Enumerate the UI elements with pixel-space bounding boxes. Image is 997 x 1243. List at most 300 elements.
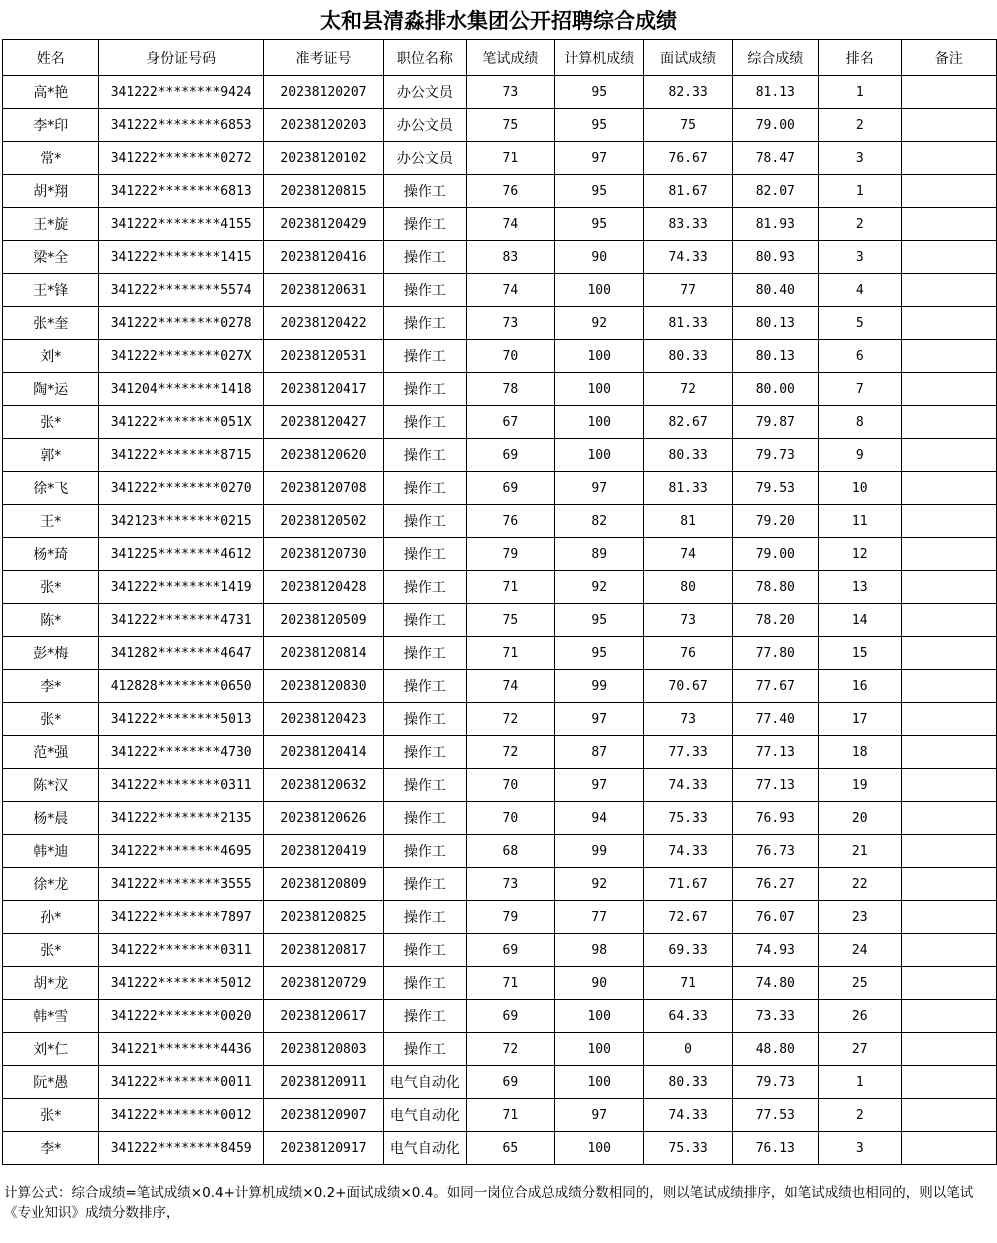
written-score-cell: 69 — [466, 1066, 554, 1099]
exam-number-cell: 20238120422 — [263, 307, 383, 340]
total-score-cell: 79.87 — [732, 406, 818, 439]
exam-number-cell: 20238120907 — [263, 1099, 383, 1132]
remarks-cell — [901, 274, 996, 307]
computer-score-cell: 97 — [554, 472, 644, 505]
name-cell: 徐*龙 — [3, 868, 99, 901]
total-score-cell: 82.07 — [732, 175, 818, 208]
written-score-cell: 74 — [466, 670, 554, 703]
remarks-cell — [901, 439, 996, 472]
position-cell: 操作工 — [384, 472, 467, 505]
id-number-cell: 342123********0215 — [99, 505, 263, 538]
name-cell: 杨*晨 — [3, 802, 99, 835]
position-cell: 电气自动化 — [384, 1099, 467, 1132]
rank-cell: 12 — [818, 538, 901, 571]
header-total-score: 综合成绩 — [732, 40, 818, 76]
header-exam-number: 准考证号 — [263, 40, 383, 76]
position-cell: 操作工 — [384, 208, 467, 241]
rank-cell: 15 — [818, 637, 901, 670]
interview-score-cell: 81.67 — [644, 175, 732, 208]
total-score-cell: 77.13 — [732, 736, 818, 769]
total-score-cell: 76.27 — [732, 868, 818, 901]
name-cell: 孙* — [3, 901, 99, 934]
written-score-cell: 69 — [466, 1000, 554, 1033]
header-name: 姓名 — [3, 40, 99, 76]
id-number-cell: 341222********1415 — [99, 241, 263, 274]
table-row — [3, 373, 997, 406]
rank-cell: 19 — [818, 769, 901, 802]
remarks-cell — [901, 208, 996, 241]
remarks-cell — [901, 340, 996, 373]
position-cell: 操作工 — [384, 868, 467, 901]
interview-score-cell: 80.33 — [644, 1066, 732, 1099]
position-cell: 操作工 — [384, 571, 467, 604]
id-number-cell: 341282********4647 — [99, 637, 263, 670]
written-score-cell: 74 — [466, 208, 554, 241]
table-row — [3, 406, 997, 439]
id-number-cell: 341222********8459 — [99, 1132, 263, 1165]
name-cell: 刘*仁 — [3, 1033, 99, 1066]
id-number-cell: 341222********0311 — [99, 769, 263, 802]
header-position: 职位名称 — [384, 40, 467, 76]
interview-score-cell: 72 — [644, 373, 732, 406]
remarks-cell — [901, 934, 996, 967]
table-row — [3, 1000, 997, 1033]
computer-score-cell: 97 — [554, 769, 644, 802]
exam-number-cell: 20238120428 — [263, 571, 383, 604]
id-number-cell: 412828********0650 — [99, 670, 263, 703]
header-id-number: 身份证号码 — [99, 40, 263, 76]
rank-cell: 3 — [818, 142, 901, 175]
id-number-cell: 341204********1418 — [99, 373, 263, 406]
rank-cell: 5 — [818, 307, 901, 340]
position-cell: 操作工 — [384, 901, 467, 934]
exam-number-cell: 20238120825 — [263, 901, 383, 934]
id-number-cell: 341222********9424 — [99, 76, 263, 109]
table-row — [3, 340, 997, 373]
header-written-score: 笔试成绩 — [466, 40, 554, 76]
position-cell: 操作工 — [384, 604, 467, 637]
rank-cell: 2 — [818, 1099, 901, 1132]
rank-cell: 24 — [818, 934, 901, 967]
written-score-cell: 65 — [466, 1132, 554, 1165]
exam-number-cell: 20238120102 — [263, 142, 383, 175]
id-number-cell: 341222********3555 — [99, 868, 263, 901]
remarks-cell — [901, 142, 996, 175]
interview-score-cell: 71.67 — [644, 868, 732, 901]
rank-cell: 27 — [818, 1033, 901, 1066]
name-cell: 韩*迪 — [3, 835, 99, 868]
computer-score-cell: 95 — [554, 637, 644, 670]
table-row — [3, 241, 997, 274]
total-score-cell: 79.20 — [732, 505, 818, 538]
id-number-cell: 341222********051X — [99, 406, 263, 439]
total-score-cell: 77.13 — [732, 769, 818, 802]
exam-number-cell: 20238120617 — [263, 1000, 383, 1033]
computer-score-cell: 92 — [554, 868, 644, 901]
written-score-cell: 72 — [466, 1033, 554, 1066]
table-row — [3, 472, 997, 505]
written-score-cell: 71 — [466, 571, 554, 604]
remarks-cell — [901, 406, 996, 439]
exam-number-cell: 20238120803 — [263, 1033, 383, 1066]
position-cell: 电气自动化 — [384, 1132, 467, 1165]
rank-cell: 1 — [818, 1066, 901, 1099]
position-cell: 办公文员 — [384, 142, 467, 175]
name-cell: 张*奎 — [3, 307, 99, 340]
exam-number-cell: 20238120917 — [263, 1132, 383, 1165]
id-number-cell: 341225********4612 — [99, 538, 263, 571]
remarks-cell — [901, 901, 996, 934]
position-cell: 操作工 — [384, 637, 467, 670]
computer-score-cell: 97 — [554, 1099, 644, 1132]
remarks-cell — [901, 1000, 996, 1033]
written-score-cell: 73 — [466, 76, 554, 109]
computer-score-cell: 100 — [554, 1033, 644, 1066]
position-cell: 操作工 — [384, 967, 467, 1000]
table-row — [3, 637, 997, 670]
table-row — [3, 439, 997, 472]
total-score-cell: 74.80 — [732, 967, 818, 1000]
table-row — [3, 604, 997, 637]
interview-score-cell: 80 — [644, 571, 732, 604]
interview-score-cell: 74.33 — [644, 769, 732, 802]
interview-score-cell: 77.33 — [644, 736, 732, 769]
interview-score-cell: 71 — [644, 967, 732, 1000]
name-cell: 高*艳 — [3, 76, 99, 109]
rank-cell: 20 — [818, 802, 901, 835]
remarks-cell — [901, 670, 996, 703]
total-score-cell: 78.80 — [732, 571, 818, 604]
exam-number-cell: 20238120809 — [263, 868, 383, 901]
table-row — [3, 769, 997, 802]
interview-score-cell: 73 — [644, 604, 732, 637]
remarks-cell — [901, 109, 996, 142]
remarks-cell — [901, 637, 996, 670]
position-cell: 操作工 — [384, 769, 467, 802]
name-cell: 王*旋 — [3, 208, 99, 241]
table-row — [3, 1132, 997, 1165]
exam-number-cell: 20238120423 — [263, 703, 383, 736]
interview-score-cell: 74 — [644, 538, 732, 571]
exam-number-cell: 20238120203 — [263, 109, 383, 142]
remarks-cell — [901, 241, 996, 274]
exam-number-cell: 20238120502 — [263, 505, 383, 538]
position-cell: 操作工 — [384, 505, 467, 538]
rank-cell: 13 — [818, 571, 901, 604]
name-cell: 张* — [3, 934, 99, 967]
computer-score-cell: 77 — [554, 901, 644, 934]
computer-score-cell: 95 — [554, 109, 644, 142]
total-score-cell: 80.40 — [732, 274, 818, 307]
interview-score-cell: 74.33 — [644, 241, 732, 274]
remarks-cell — [901, 736, 996, 769]
rank-cell: 16 — [818, 670, 901, 703]
computer-score-cell: 92 — [554, 307, 644, 340]
name-cell: 梁*全 — [3, 241, 99, 274]
computer-score-cell: 100 — [554, 340, 644, 373]
id-number-cell: 341222********0272 — [99, 142, 263, 175]
rank-cell: 2 — [818, 208, 901, 241]
exam-number-cell: 20238120814 — [263, 637, 383, 670]
total-score-cell: 80.13 — [732, 340, 818, 373]
remarks-cell — [901, 802, 996, 835]
written-score-cell: 75 — [466, 109, 554, 142]
id-number-cell: 341222********0311 — [99, 934, 263, 967]
table-row — [3, 703, 997, 736]
computer-score-cell: 90 — [554, 241, 644, 274]
interview-score-cell: 76.67 — [644, 142, 732, 175]
rank-cell: 11 — [818, 505, 901, 538]
written-score-cell: 71 — [466, 967, 554, 1000]
computer-score-cell: 100 — [554, 1066, 644, 1099]
interview-score-cell: 81 — [644, 505, 732, 538]
written-score-cell: 71 — [466, 637, 554, 670]
name-cell: 陈*汉 — [3, 769, 99, 802]
total-score-cell: 81.13 — [732, 76, 818, 109]
interview-score-cell: 81.33 — [644, 307, 732, 340]
total-score-cell: 80.13 — [732, 307, 818, 340]
interview-score-cell: 70.67 — [644, 670, 732, 703]
remarks-cell — [901, 76, 996, 109]
position-cell: 操作工 — [384, 1033, 467, 1066]
interview-score-cell: 77 — [644, 274, 732, 307]
rank-cell: 26 — [818, 1000, 901, 1033]
table-header-row — [3, 40, 997, 76]
table-row — [3, 208, 997, 241]
interview-score-cell: 0 — [644, 1033, 732, 1066]
exam-number-cell: 20238120427 — [263, 406, 383, 439]
rank-cell: 18 — [818, 736, 901, 769]
table-row — [3, 1099, 997, 1132]
total-score-cell: 79.73 — [732, 1066, 818, 1099]
written-score-cell: 69 — [466, 439, 554, 472]
position-cell: 办公文员 — [384, 109, 467, 142]
remarks-cell — [901, 175, 996, 208]
interview-score-cell: 80.33 — [644, 439, 732, 472]
exam-number-cell: 20238120911 — [263, 1066, 383, 1099]
table-row — [3, 307, 997, 340]
name-cell: 陶*运 — [3, 373, 99, 406]
interview-score-cell: 69.33 — [644, 934, 732, 967]
interview-score-cell: 72.67 — [644, 901, 732, 934]
written-score-cell: 67 — [466, 406, 554, 439]
name-cell: 胡*翔 — [3, 175, 99, 208]
written-score-cell: 70 — [466, 769, 554, 802]
name-cell: 张* — [3, 406, 99, 439]
written-score-cell: 70 — [466, 340, 554, 373]
name-cell: 李* — [3, 670, 99, 703]
remarks-cell — [901, 472, 996, 505]
rank-cell: 3 — [818, 241, 901, 274]
exam-number-cell: 20238120531 — [263, 340, 383, 373]
total-score-cell: 80.93 — [732, 241, 818, 274]
header-interview-score: 面试成绩 — [644, 40, 732, 76]
computer-score-cell: 82 — [554, 505, 644, 538]
id-number-cell: 341222********5013 — [99, 703, 263, 736]
id-number-cell: 341222********5574 — [99, 274, 263, 307]
interview-score-cell: 74.33 — [644, 1099, 732, 1132]
total-score-cell: 79.73 — [732, 439, 818, 472]
interview-score-cell: 73 — [644, 703, 732, 736]
computer-score-cell: 95 — [554, 208, 644, 241]
id-number-cell: 341222********4731 — [99, 604, 263, 637]
remarks-cell — [901, 769, 996, 802]
rank-cell: 7 — [818, 373, 901, 406]
id-number-cell: 341222********0278 — [99, 307, 263, 340]
remarks-cell — [901, 373, 996, 406]
exam-number-cell: 20238120708 — [263, 472, 383, 505]
computer-score-cell: 100 — [554, 274, 644, 307]
computer-score-cell: 99 — [554, 670, 644, 703]
name-cell: 王* — [3, 505, 99, 538]
written-score-cell: 79 — [466, 901, 554, 934]
written-score-cell: 78 — [466, 373, 554, 406]
written-score-cell: 69 — [466, 472, 554, 505]
rank-cell: 23 — [818, 901, 901, 934]
table-row — [3, 802, 997, 835]
total-score-cell: 73.33 — [732, 1000, 818, 1033]
exam-number-cell: 20238120815 — [263, 175, 383, 208]
table-row — [3, 76, 997, 109]
position-cell: 操作工 — [384, 307, 467, 340]
written-score-cell: 72 — [466, 736, 554, 769]
written-score-cell: 73 — [466, 307, 554, 340]
name-cell: 徐*飞 — [3, 472, 99, 505]
exam-number-cell: 20238120631 — [263, 274, 383, 307]
computer-score-cell: 95 — [554, 175, 644, 208]
total-score-cell: 79.00 — [732, 538, 818, 571]
remarks-cell — [901, 307, 996, 340]
name-cell: 李*印 — [3, 109, 99, 142]
computer-score-cell: 90 — [554, 967, 644, 1000]
computer-score-cell: 95 — [554, 76, 644, 109]
table-row — [3, 967, 997, 1000]
total-score-cell: 76.93 — [732, 802, 818, 835]
computer-score-cell: 99 — [554, 835, 644, 868]
computer-score-cell: 89 — [554, 538, 644, 571]
position-cell: 操作工 — [384, 670, 467, 703]
rank-cell: 3 — [818, 1132, 901, 1165]
table-row — [3, 901, 997, 934]
table-row — [3, 1033, 997, 1066]
exam-number-cell: 20238120730 — [263, 538, 383, 571]
computer-score-cell: 95 — [554, 604, 644, 637]
interview-score-cell: 80.33 — [644, 340, 732, 373]
written-score-cell: 76 — [466, 175, 554, 208]
name-cell: 韩*雪 — [3, 1000, 99, 1033]
name-cell: 胡*龙 — [3, 967, 99, 1000]
written-score-cell: 68 — [466, 835, 554, 868]
exam-number-cell: 20238120509 — [263, 604, 383, 637]
position-cell: 操作工 — [384, 736, 467, 769]
header-remarks: 备注 — [901, 40, 996, 76]
exam-number-cell: 20238120207 — [263, 76, 383, 109]
id-number-cell: 341222********027X — [99, 340, 263, 373]
computer-score-cell: 97 — [554, 142, 644, 175]
name-cell: 王*锋 — [3, 274, 99, 307]
computer-score-cell: 97 — [554, 703, 644, 736]
position-cell: 操作工 — [384, 274, 467, 307]
name-cell: 张* — [3, 1099, 99, 1132]
id-number-cell: 341222********6853 — [99, 109, 263, 142]
name-cell: 范*强 — [3, 736, 99, 769]
written-score-cell: 76 — [466, 505, 554, 538]
total-score-cell: 79.00 — [732, 109, 818, 142]
interview-score-cell: 76 — [644, 637, 732, 670]
written-score-cell: 74 — [466, 274, 554, 307]
remarks-cell — [901, 868, 996, 901]
position-cell: 操作工 — [384, 703, 467, 736]
name-cell: 阮*愚 — [3, 1066, 99, 1099]
table-row — [3, 736, 997, 769]
rank-cell: 1 — [818, 175, 901, 208]
rank-cell: 8 — [818, 406, 901, 439]
computer-score-cell: 100 — [554, 439, 644, 472]
exam-number-cell: 20238120830 — [263, 670, 383, 703]
rank-cell: 9 — [818, 439, 901, 472]
interview-score-cell: 81.33 — [644, 472, 732, 505]
position-cell: 办公文员 — [384, 76, 467, 109]
page-title: 太和县清淼排水集团公开招聘综合成绩 — [320, 8, 677, 33]
position-cell: 操作工 — [384, 373, 467, 406]
id-number-cell: 341222********7897 — [99, 901, 263, 934]
interview-score-cell: 64.33 — [644, 1000, 732, 1033]
position-cell: 操作工 — [384, 241, 467, 274]
total-score-cell: 77.67 — [732, 670, 818, 703]
table-row — [3, 142, 997, 175]
position-cell: 电气自动化 — [384, 1066, 467, 1099]
name-cell: 张* — [3, 703, 99, 736]
remarks-cell — [901, 703, 996, 736]
total-score-cell: 76.13 — [732, 1132, 818, 1165]
written-score-cell: 71 — [466, 142, 554, 175]
table-body — [3, 76, 997, 1165]
name-cell: 常* — [3, 142, 99, 175]
remarks-cell — [901, 604, 996, 637]
position-cell: 操作工 — [384, 934, 467, 967]
table-row — [3, 670, 997, 703]
name-cell: 陈* — [3, 604, 99, 637]
position-cell: 操作工 — [384, 439, 467, 472]
id-number-cell: 341222********0012 — [99, 1099, 263, 1132]
exam-number-cell: 20238120626 — [263, 802, 383, 835]
rank-cell: 21 — [818, 835, 901, 868]
exam-number-cell: 20238120414 — [263, 736, 383, 769]
table-row — [3, 274, 997, 307]
total-score-cell: 81.93 — [732, 208, 818, 241]
name-cell: 张* — [3, 571, 99, 604]
interview-score-cell: 75 — [644, 109, 732, 142]
position-cell: 操作工 — [384, 835, 467, 868]
total-score-cell: 77.80 — [732, 637, 818, 670]
remarks-cell — [901, 967, 996, 1000]
name-cell: 彭*梅 — [3, 637, 99, 670]
id-number-cell: 341222********1419 — [99, 571, 263, 604]
exam-number-cell: 20238120729 — [263, 967, 383, 1000]
total-score-cell: 48.80 — [732, 1033, 818, 1066]
remarks-cell — [901, 1132, 996, 1165]
total-score-cell: 80.00 — [732, 373, 818, 406]
computer-score-cell: 100 — [554, 1132, 644, 1165]
exam-number-cell: 20238120429 — [263, 208, 383, 241]
position-cell: 操作工 — [384, 340, 467, 373]
remarks-cell — [901, 1033, 996, 1066]
remarks-cell — [901, 505, 996, 538]
written-score-cell: 73 — [466, 868, 554, 901]
exam-number-cell: 20238120817 — [263, 934, 383, 967]
name-cell: 刘* — [3, 340, 99, 373]
total-score-cell: 74.93 — [732, 934, 818, 967]
